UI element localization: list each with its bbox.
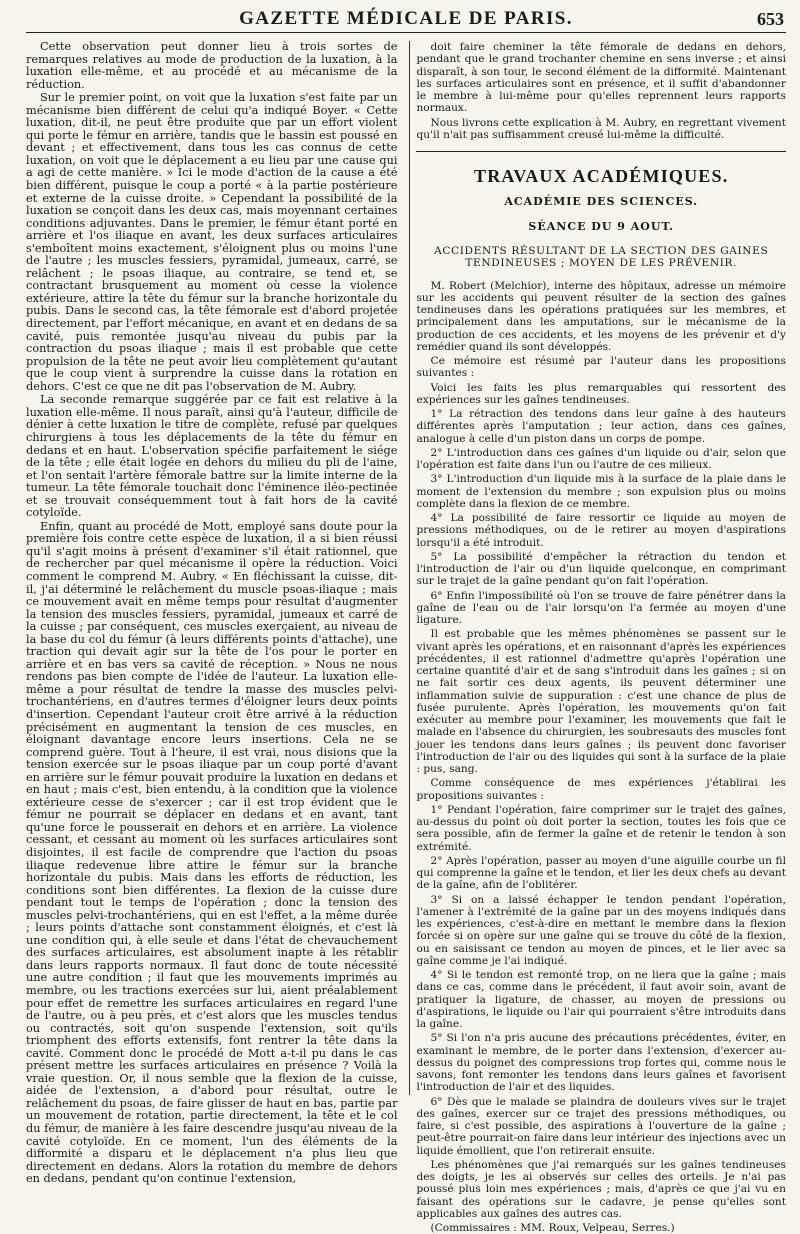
paragraph: Cette observation peut donner lieu à trois sortes de remarques relatives au mode de production de la luxation, à la luxation elle-même, et au procédé et au mécanisme de la réduction. — [26, 41, 397, 91]
page-number: 653 — [757, 9, 784, 30]
article-body — [416, 280, 786, 1234]
list-item: 3° L'introduction d'un liquide mis à la surface de la plaie dans le moment de l'extension du membre ; son expulsion plus ou moins complète dans la flexion de ce membre. — [416, 473, 786, 510]
section-subtitle: ACADÉMIE DES SCIENCES. — [416, 195, 786, 208]
page-header — [26, 6, 786, 33]
commissioners: (Commissaires : MM. Roux, Velpeau, Serres.) — [416, 1222, 786, 1234]
paragraph: Voici les faits les plus remarquables qui ressortent des expériences sur les gaînes tendineuses. — [416, 382, 786, 407]
section-separator — [416, 151, 786, 152]
list-item: 3° Si on a laissé échapper le tendon pendant l'opération, l'amener à l'extrémité de la gaîne par un des moyens indiqués dans les expériences, c'est-à-dire en mettant le membre dans la flexion forcée si on opère sur une gaîne qui se trouve du côté de la flexion, ou en saisissant ce tendon au moyen de pinces, et le lier avec sa gaîne comme je l'ai indiqué. — [416, 894, 786, 968]
paragraph: Les phénomènes que j'ai remarqués sur les gaînes tendineuses des doigts, je les ai observés sur celles des orteils. Je n'ai pas poussé plus loin mes expériences ; mais, d'après ce que j'ai vu en faisant des opérations sur le cadavre, je pense qu'elles sont applicables aux gaînes des autres cas. — [416, 1159, 786, 1220]
list-item: 5° Si l'on n'a pris aucune des précautions précédentes, éviter, en examinant le membre, de le porter dans l'extension, d'exercer au-dessus du poignet des compressions trop fortes qui, comme nous le savons, font remonter les tendons dans leurs gaînes et favorisent l'introduction de l'air et des liquides. — [416, 1032, 786, 1093]
paragraph: Il est probable que les mêmes phénomènes se passent sur le vivant après les opérations, et en raisonnant d'après les expériences précédentes, il est rationnel d'admettre qu'après l'opération une certaine quantité d'air et de sang s'introduit dans les gaînes ; si on ne fait sortir ces deux agents, ils peuvent déterminer une inflammation suivie de suppuration : c'est une chance de plus de fusée purulente. Après l'opération, les mouvements qu'on fait exécuter au membre pour l'examiner, les mouvements que fait le malade en l'absence du chirurgien, les soubresauts des muscles font jouer les tendons dans leurs gaînes ; ils peuvent donc favoriser l'introduction de l'air ou des liquides qui sont à la surface de la plaie : pus, sang. — [416, 628, 786, 775]
paragraph: Comme conséquence de mes expériences j'établirai les propositions suivantes : — [416, 777, 786, 802]
columns — [26, 41, 786, 1095]
list-item: 2° L'introduction dans ces gaînes d'un liquide ou d'air, selon que l'opération est faite dans l'un ou l'autre de ces milieux. — [416, 447, 786, 472]
paragraph: Enfin, quant au procédé de Mott, employé sans doute pour la première fois contre cette espèce de luxation, il a si bien réussi qu'il s'agit moins à présent d'examiner s'il était rationnel, que de rechercher par quel mécanisme il opère la réduction. Voici comment le comprend M. Aubry. « En fléchissant la cuisse, dit-il, j'ai déterminé le relâchement du muscle psoas-iliaque ; mais ce mouvement avait en même temps pour résultat d'augmenter la tension des muscles fessiers, pyramidal, jumeaux et carré de la cuisse ; par conséquent, ces muscles exerçaient, au niveau de la base du col du fémur (à leurs différents points d'attache), une traction qui devait agir sur la tête de l'os pour le porter en arrière et en bas vers sa cavité de réception. » Nous ne nous rendons pas bien compte de l'idée de l'auteur. La luxation elle-même a pour résultat de tendre la masse des muscles pelvi-trochantériens, en d'autres termes d'éloigner leurs deux points d'insertion. Cependant l'auteur croit être arrivé à la réduction précisément en augmentant la tension de ces muscles, en éloignant davantage encore leurs insertions. Cela ne se comprend guère. Tout à l'heure, il est vrai, nous disions que la tension exercée sur le psoas iliaque par un coup porté d'avant en arrière sur le fémur pouvait produire la luxation en dedans et en haut ; mais c'est, bien entendu, à la condition que la violence extérieure cesse de s'exercer ; car il est trop évident que le fémur ne pourrait se déplacer en dedans et en avant, tant qu'une force le pousserait en dehors et en arrière. La violence cessant, et cessant au moment où les surfaces articulaires sont disjointes, il est facile de comprendre que l'action du psoas iliaque redevenue libre attire le fémur sur la branche horizontale du pubis. Mais dans les efforts de réduction, les conditions sont bien différentes. La flexion de la cuisse dure pendant tout le temps de l'opération ; donc la tension des muscles pelvi-trochantériens, qui en est l'effet, a la même durée ; leurs points d'attache sont constamment éloignés, et c'est là une condition qui, à elle seule et dans l'état de chevauchement des surfaces articulaires, est absolument inapte à les rétablir dans leurs rapports normaux. Il faut donc de toute nécessité une autre condition ; il faut que les mouvements imprimés au membre, ou les tractions exercées sur lui, aient préalablement pour effet de remettre les surfaces articulaires en regard l'une de l'autre, ou à peu près, et c'est alors que les muscles tendus ou contractés, soit qu'on suspende l'extension, soit qu'ils triomphent des efforts extensifs, font rentrer la tête dans la cavité. Comment donc le procédé de Mott a-t-il pu dans le cas présent mettre les surfaces articulaires en présence ? Voilà la vraie question. Or, il nous semble que la flexion de la cuisse, aidée de l'extension, a d'abord pour résultat, outre le relâchement du psoas, de faire glisser de haut en bas, partie par un mouvement de rotation, partie directement, la tête et le col du fémur, de manière à les faire descendre jusqu'au niveau de la cavité cotyloïde. En ce moment, l'un des éléments de la difformité a disparu et le déplacement n'a plus lieu que directement en dedans. Alors la rotation du membre de dehors en dedans, pendant qu'on continue l'extension, — [26, 521, 397, 1186]
list-item: 4° La possibilité de faire ressortir ce liquide au moyen de pressions méthodiques, ou de le retirer au moyen d'aspirations lorsqu'il a été introduit. — [416, 512, 786, 549]
paragraph: Ce mémoire est résumé par l'auteur dans les propositions suivantes : — [416, 355, 786, 380]
list-item: 2° Après l'opération, passer au moyen d'une aiguille courbe un fil qui comprenne la gaîne et le tendon, et lier les deux chefs au devant de la gaîne, afin de l'oblitérer. — [416, 855, 786, 892]
article-heading: ACCIDENTS RÉSULTANT DE LA SECTION DES GAINES TENDINEUSES ; MOYEN DE LES PRÉVENIR. — [428, 245, 774, 270]
journal-title: GAZETTE MÉDICALE DE PARIS. — [26, 8, 786, 30]
right-column — [416, 41, 786, 1095]
list-item: 1° La rétraction des tendons dans leur gaîne à des hauteurs différentes après l'amputation ; leur action, dans ces gaînes, analogue à celle d'un piston dans un corps de pompe. — [416, 408, 786, 445]
seance-heading: SÉANCE DU 9 AOUT. — [416, 220, 786, 233]
column-divider — [409, 41, 410, 1095]
paragraph: M. Robert (Melchior), interne des hôpitaux, adresse un mémoire sur les accidents qui peuvent résulter de la section des gaînes tendineuses dans les opérations pratiquées sur les membres, et principalement dans les amputations, sur le mécanisme de la production de ces accidents, et les moyens de les prévenir et d'y remédier quand ils sont développés. — [416, 280, 786, 354]
list-item: 4° Si le tendon est remonté trop, on ne liera que la gaîne ; mais dans ce cas, comme dans le précédent, il faut avoir soin, avant de pratiquer la ligature, de chasser, au moyen de pressions ou d'aspirations, le liquide ou l'air qui pourraient s'être introduits dans la gaîne. — [416, 969, 786, 1030]
paragraph: doit faire cheminer la tête fémorale de dedans en dehors, pendant que le grand trochanter chemine en sens inverse ; et ainsi disparaît, à son tour, le second élément de la difformité. Maintenant les surfaces articulaires sont en présence, et il suffit d'abandonner le membre à lui-même pour qu'elles reprennent leurs rapports normaux. — [416, 41, 786, 115]
paragraph: Nous livrons cette explication à M. Aubry, en regrettant vivement qu'il n'ait pas suffisamment creusé lui-même la difficulté. — [416, 117, 786, 142]
list-item: 5° La possibilité d'empêcher la rétraction du tendon et l'introduction de l'air ou d'un liquide quelconque, en comprimant sur le trajet de la gaîne pendant qu'on fait l'opération. — [416, 551, 786, 588]
paragraph: Sur le premier point, on voit que la luxation s'est faite par un mécanisme bien différent de celui qu'a indiqué Boyer. « Cette luxation, dit-il, ne peut être produite que par un effort violent qui porte le fémur en arrière, tandis que le bassin est poussé en devant ; et effectivement, dans tous les cas connus de cette luxation, on voit que le déplacement a eu lieu par une cause qui a agi de cette manière. » Ici le mode d'action de la cause a été bien différent, puisque le coup a porté « à la partie postérieure et externe de la cuisse droite. » Cependant la possibilité de la luxation se conçoit dans les deux cas, mais moyennant certaines conditions adjuvantes. Dans le premier, le fémur étant porté en arrière et l'os iliaque en avant, les deux surfaces articulaires s'emboîtent moins exactement, s'éloignent plus ou moins l'une de l'autre ; les muscles fessiers, pyramidal, jumeaux, carré, se relâchent ; le psoas iliaque, au contraire, se tend et, se contractant brusquement au moment où cesse la violence extérieure, attire la tête du fémur sur la branche horizontale du pubis. Dans le second cas, la tête fémorale est d'abord projetée directement, par l'effort mécanique, en avant et en dedans de sa cavité, puis remontée jusqu'au niveau du pubis par la contraction du psoas iliaque ; mais il est probable que cette propulsion de la tête ne peut avoir lieu complètement qu'autant que le coup vient à surprendre la cuisse dans la rotation en dehors. C'est ce que ne dit pas l'observation de M. Aubry. — [26, 92, 397, 393]
paragraph: La seconde remarque suggérée par ce fait est relative à la luxation elle-même. Il nous paraît, ainsi qu'à l'auteur, difficile de dénier à cette luxation le titre de complète, refusé par quelques chirurgiens à tous les déplacements de la tête du fémur en dedans et en haut. L'observation spécifie parfaitement le siége de la tête ; elle était logée en dehors du milieu du pli de l'aine, et l'on sentait l'artère fémorale battre sur la limite interne de la tumeur. La tête fémorale touchait donc l'éminence iléo-pectinée et se trouvait conséquemment tout à fait hors de la cavité cotyloïde. — [26, 394, 397, 519]
list-item: 1° Pendant l'opération, faire comprimer sur le trajet des gaînes, au-dessus du point où doit porter la section, toutes les fois que ce sera possible, afin de fermer la gaîne et de retenir le tendon à son extrémité. — [416, 804, 786, 853]
list-item: 6° Enfin l'impossibilité où l'on se trouve de faire pénétrer dans la gaîne de l'eau ou de l'air lorsqu'on l'a fermée au moyen d'une ligature. — [416, 590, 786, 627]
left-column — [26, 41, 403, 1095]
section-title: TRAVAUX ACADÉMIQUES. — [416, 166, 786, 187]
list-item: 6° Dès que le malade se plaindra de douleurs vives sur le trajet des gaînes, exercer sur ce trajet des pressions méthodiques, ou faire, si c'est possible, des aspirations à l'ouverture de la gaîne ; peut-être pourrait-on faire dans leur intérieur des injections avec un liquide émollient, que l'on retirerait ensuite. — [416, 1096, 786, 1157]
